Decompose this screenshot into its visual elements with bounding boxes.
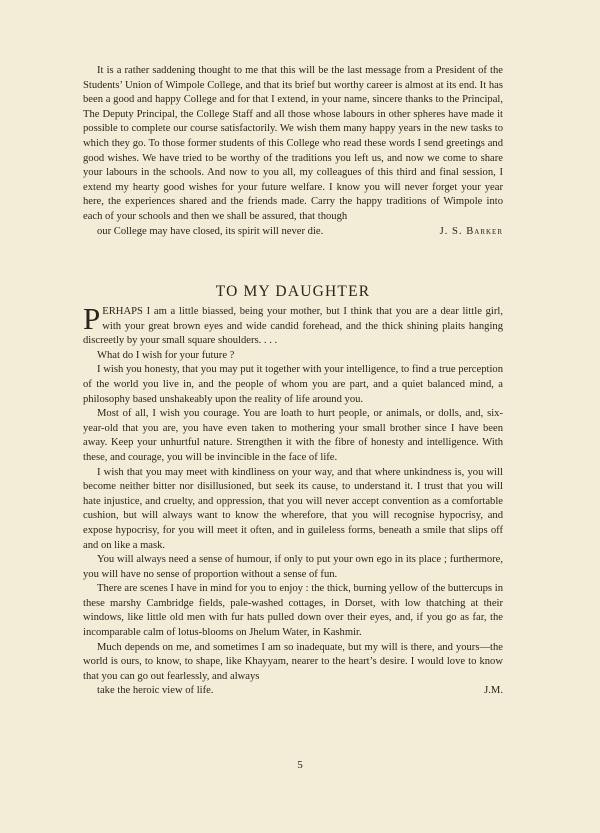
article-first-paragraph [83, 301, 503, 349]
message-last-line: our College may have closed, its spirit will never die. [97, 225, 324, 237]
article-paragraph: What do I wish for your future ? [97, 349, 235, 361]
page-number: 5 [297, 759, 303, 771]
article-paragraph: Most of all, I wish you courage. You are loath to hurt people, or animals, or dolls, and, six-year-old that you are, you have even taken to mothering your small brother since I have been away. Keep your unhurtful nature. Strengthen it with the fibre of honesty and intelligence. With these, and courage, you will be invincible in the face of life. [83, 408, 503, 463]
drop-cap: P [83, 301, 101, 336]
article-last-line: take the heroic view of life. [97, 685, 214, 697]
article-paragraph: You will always need a sense of humour, if only to put your own ego in its place ; furthermore, you will have no sense of proportion without a sense of fun. [83, 554, 503, 580]
article-paragraph: I wish you honesty, that you may put it together with your intelligence, to find a true perception of the world you live in, and the people of whom you are part, and a quiet balanced mind, a philosophy based unshakeably upon the reality of life around you. [83, 364, 503, 405]
message-closing-line [83, 225, 503, 240]
first-paragraph-text: ERHAPS I am a little biassed, being your mother, but I think that you are a dear little girl, with your great brown eyes and wide candid forehead, and the thick shining plaits hanging discreetly by your small square shoulders. . . . [83, 306, 503, 347]
message-paragraph: It is a rather saddening thought to me that this will be the last message from a President of the Students’ Union of Wimpole College, and that its brief but worthy career is almost at its end. It has been a good and happy College and for that I extend, in your name, sincere thanks to the Principal, The Deputy Principal, the College Staff and all those whose labours in other spheres have made it possible to complete our course satisfactorily. We wish them many happy years in the new tasks to which they go. To those former students of this College who read these words I send greetings and good wishes. We have tried to be worthy of the traditions you left us, and now we come to share your labours in the schools. And now to you all, my colleagues of this third and final session, I extend my hearty good wishes for your future welfare. I know you will never forget your year here, the experiences shared and the friends made. Carry the happy traditions of Wimpole into each of your schools and then we shall be assured, that though [83, 65, 503, 222]
article-paragraph: Much depends on me, and sometimes I am so inadequate, but my will is there, and yours—the world is ours, to know, to shape, like Khayyam, nearer to the heart’s desire. I would love to know that you can go out fearlessly, and always [83, 641, 503, 682]
article-signature: J.M. [484, 685, 503, 697]
article-paragraph: There are scenes I have in mind for you to enjoy : the thick, burning yellow of the buttercups in these marshy Cambridge fields, pale-washed cottages, in Dorset, with low thatching at their windows, like little old men with fur hats pulled down over their eyes, and, if you go as far, the incomparable calm of lotus-blooms on Jhelum Water, in Kashmir. [83, 583, 503, 639]
article-closing-line [83, 684, 503, 699]
article-paragraph: I wish that you may meet with kindliness on your way, and that where unkindness is, you will become neither bitter nor disillusioned, but seek its cause, to understand it. I trust that you will hate injustice, and cruelty, and oppression, that you will never accept convention as a comfortable cushion, but will always want to know the wherefore, that you will recognise hypocrisy, and expose hypocrisy, for you will meet it often, and in guileless forms, beneath a smile that slips off and on like a mask. [83, 466, 503, 551]
article-title: TO MY DAUGHTER [215, 283, 371, 300]
article-body [83, 301, 503, 699]
presidents-message [83, 64, 503, 239]
message-signature: J. S. Barker [439, 225, 503, 237]
